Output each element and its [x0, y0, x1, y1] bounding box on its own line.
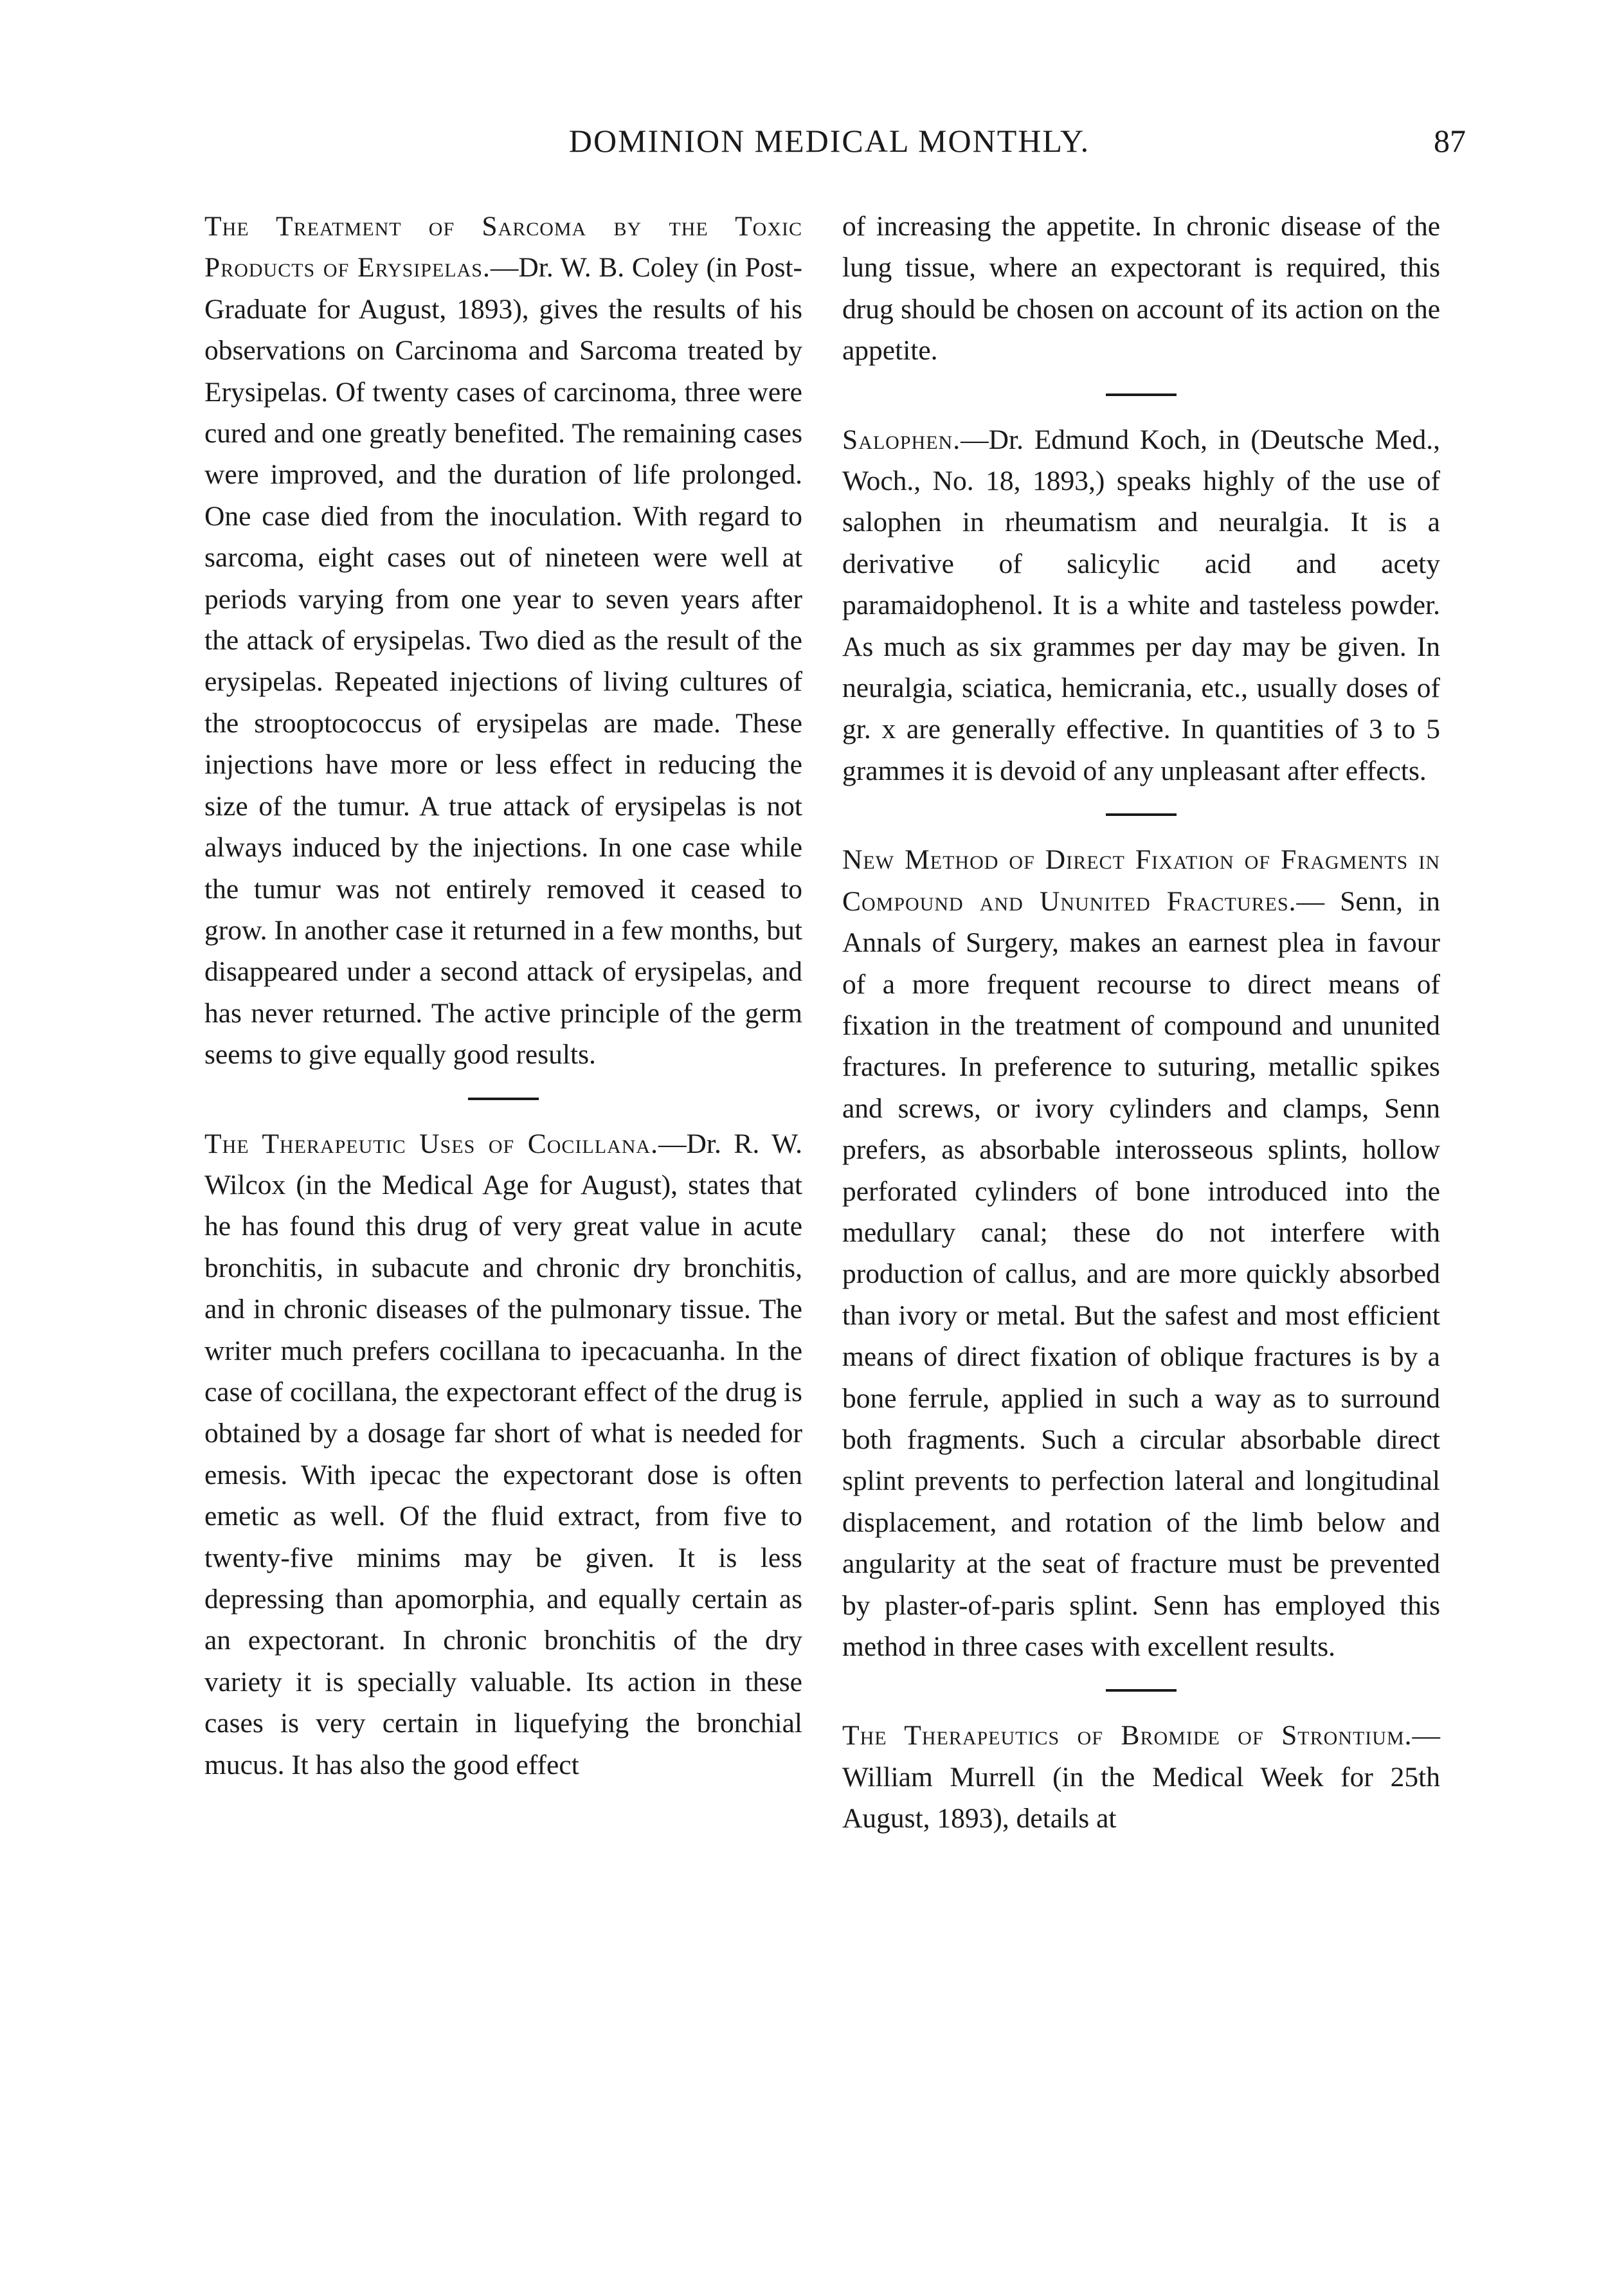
- article-direct-fixation: [842, 839, 1440, 1667]
- article-body: —Dr. W. B. Coley (in Post-Graduate for August, 1893), gives the results of his observations on Carcinoma and Sarcoma treated by Erysipelas. Of twenty cases of carcinoma, three were cured and one greatly benefited. The remaining cases were improved, and the duration of life prolonged. One case died from the inoculation. With regard to sarcoma, eight cases out of nineteen were well at periods varying from one year to seven years after the attack of erysipelas. Two died as the result of the erysipelas. Repeated injections of living cultures of the strooptococcus of erysipelas are made. These injections have more or less effect in reducing the size of the tumur. A true attack of erysipelas is not always induced by the injections. In one case while the tumur was not entirely removed it ceased to grow. In another case it returned in a few months, but disappeared under a second attack of erysipelas, and has never returned. The active principle of the germ seems to give equally good results.: [204, 252, 802, 1071]
- page-header: [193, 122, 1466, 174]
- section-divider: [1106, 394, 1177, 396]
- article-body: — Senn, in Annals of Surgery, makes an earnest plea in favour of a more frequent recourse to direct means of fixation in the treatment of compound and ununited fractures. In preference to suturing, metallic spikes and screws, or ivory cylinders and clamps, Senn prefers, as absorbable interosseous splints, hollow perforated cylinders of bone introduced into the medullary canal; these do not interfere with production of callus, and are more quickly absorbed than ivory or metal. But the safest and most efficient means of direct fixation of oblique fractures is by a bone ferrule, applied in such a way as to surround both fragments. Such a circular absorbable direct splint prevents to perfection lateral and longitudinal displacement, and rotation of the limb below and angularity at the seat of fracture must be prevented by plaster-of-paris splint. Senn has employed this method in three cases with excellent results.: [842, 885, 1441, 1662]
- article-cocillana: [204, 1123, 802, 1786]
- running-title: DOMINION MEDICAL MONTHLY.: [568, 123, 1090, 159]
- article-title: New Method of Direct Fixation of Fragments in Compound and Ununited Fractures.: [842, 844, 1440, 917]
- article-sarcoma-erysipelas: [204, 206, 802, 1076]
- section-divider: [1106, 1689, 1177, 1692]
- article-body: —William Murrell (in the Medical Week for 25th August, 1893), details at: [842, 1720, 1440, 1834]
- section-divider: [1106, 813, 1177, 816]
- page-number: 87: [1434, 123, 1466, 159]
- left-column: [204, 206, 802, 1786]
- article-title: The Therapeutic Uses of Cocillana.: [204, 1128, 658, 1159]
- article-title: The Therapeutics of Bromide of Strontium.: [842, 1720, 1412, 1751]
- continued-text: of increasing the appetite. In chronic disease of the lung tissue, where an expectorant is required, this drug should be chosen on account of its action on the appetite.: [842, 211, 1440, 366]
- article-body: —Dr. Edmund Koch, in (Deutsche Med., Woch., No. 18, 1893,) speaks highly of the use of salophen in rheumatism and neuralgia. It is a derivative of salicylic acid and acety paramaidophenol. It is a white and tasteless powder. As much as six grammes per day may be given. In neuralgia, sciatica, hemicrania, etc., usually doses of gr. x are generally effective. In quantities of 3 to 5 grammes it is devoid of any unpleasant after effects.: [842, 424, 1440, 786]
- article-salophen: [842, 419, 1440, 792]
- right-column: [842, 206, 1440, 1840]
- article-bromide-strontium: [842, 1715, 1440, 1839]
- article-title: The Treatment of Sarcoma by the Toxic Products of Erysipelas.: [204, 211, 802, 284]
- article-body: —Dr. R. W. Wilcox (in the Medical Age for August), states that he has found this drug of very great value in acute bronchitis, in subacute and chronic dry bronchitis, and in chronic diseases of the pulmonary tissue. The writer much prefers cocillana to ipecacuanha. In the case of cocillana, the expectorant effect of the drug is obtained by a dosage far short of what is needed for emesis. With ipecac the expectorant dose is often emetic as well. Of the fluid extract, from five to twenty-five minims may be given. It is less depressing than apomorphia, and equally certain as an expectorant. In chronic bronchitis of the dry variety it is specially valuable. Its action in these cases is very certain in liquefying the bronchial mucus. It has also the good effect: [204, 1128, 803, 1780]
- section-divider: [468, 1098, 539, 1100]
- article-title: Salophen.: [842, 424, 961, 455]
